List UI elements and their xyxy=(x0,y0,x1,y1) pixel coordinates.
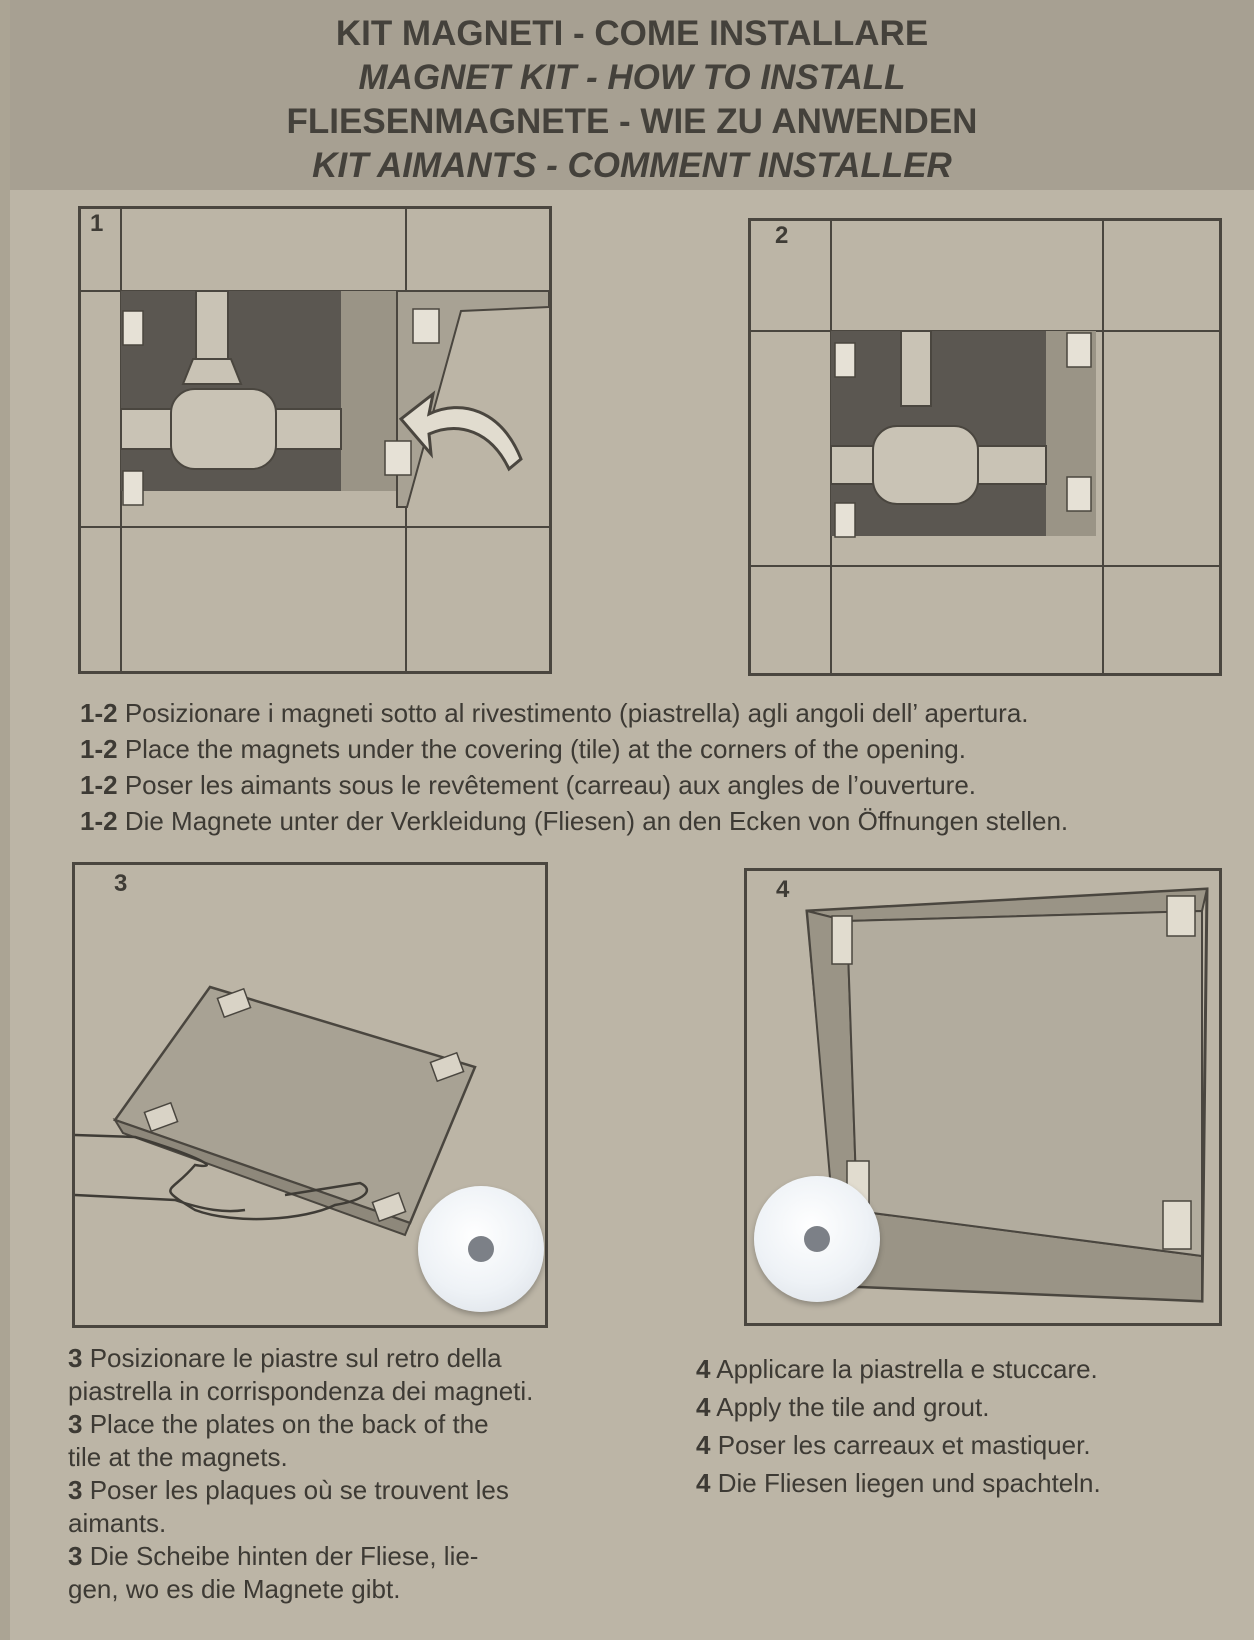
step3-german-line2: gen, wo es die Magnete gibt. xyxy=(68,1574,401,1604)
instruction-card xyxy=(10,0,1254,1640)
step12-caption-german: 1-2 Die Magnete unter der Verkleidung (Fliesen) an den Ecken von Öffnungen stellen. xyxy=(80,806,1069,836)
panel-step-1 xyxy=(78,206,552,674)
step3-french-line2: aimants. xyxy=(68,1508,167,1538)
panel-4-number: 4 xyxy=(776,876,790,903)
panel-step-2 xyxy=(748,218,1222,676)
panel-2-illustration xyxy=(751,221,1219,673)
panel-3-number: 3 xyxy=(114,870,128,897)
title-german: FLIESENMAGNETE - WIE ZU ANWENDEN xyxy=(286,102,978,141)
magnet-knob-left xyxy=(418,1186,544,1312)
title-english: MAGNET KIT - HOW TO INSTALL xyxy=(358,58,906,97)
step12-caption-english: 1-2 Place the magnets under the covering (tile) at the corners of the opening. xyxy=(80,734,966,764)
step3-english-line2: tile at the magnets. xyxy=(68,1442,288,1472)
step4-captions xyxy=(696,1350,1101,1502)
panel-1-number: 1 xyxy=(90,210,104,237)
magnet-knob-right xyxy=(754,1176,880,1302)
step4-english: 4 Apply the tile and grout. xyxy=(696,1392,990,1422)
step3-captions xyxy=(68,1342,533,1606)
step4-italian: 4 Applicare la piastrella e stuccare. xyxy=(696,1354,1098,1384)
title-italian: KIT MAGNETI - COME INSTALLARE xyxy=(335,14,929,53)
step4-french: 4 Poser les carreaux et mastiquer. xyxy=(696,1430,1091,1460)
title-french: KIT AIMANTS - COMMENT INSTALLER xyxy=(312,146,952,185)
step12-caption-french: 1-2 Poser les aimants sous le revêtement (carreau) aux angles de l’ouverture. xyxy=(80,770,977,800)
panel-2-number: 2 xyxy=(775,222,789,249)
step3-french-line1: 3 Poser les plaques où se trouvent les xyxy=(68,1475,509,1505)
panel-1-illustration xyxy=(81,209,549,671)
step3-italian-line1: 3 Posizionare le piastre sul retro della xyxy=(68,1343,502,1373)
header-band xyxy=(10,0,1254,190)
step3-english-line1: 3 Place the plates on the back of the xyxy=(68,1409,489,1439)
step3-italian-line2: piastrella in corrispondenza dei magneti. xyxy=(68,1376,534,1406)
step4-german: 4 Die Fliesen liegen und spachteln. xyxy=(696,1468,1101,1498)
step12-caption-italian: 1-2 Posizionare i magneti sotto al rivestimento (piastrella) agli angoli dell’ apertura. xyxy=(80,698,1029,728)
step3-german-line1: 3 Die Scheibe hinten der Fliese, lie- xyxy=(68,1541,479,1571)
